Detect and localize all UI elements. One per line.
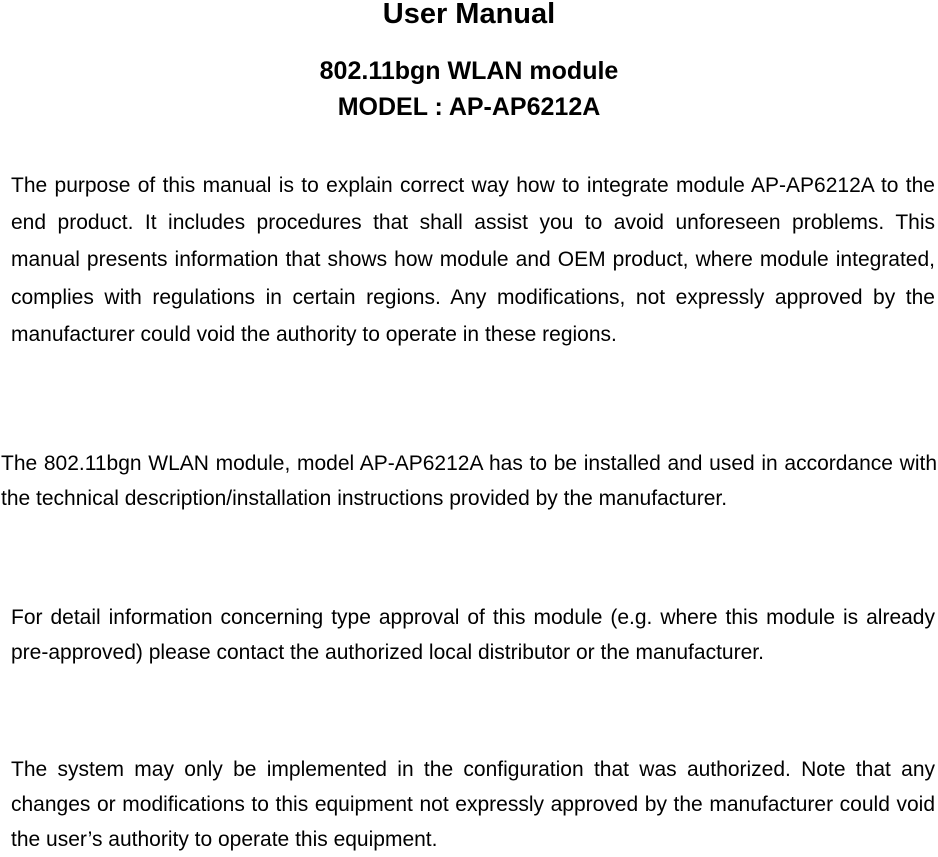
product-subtitle: 802.11bgn WLAN module [319,57,619,85]
type-approval-paragraph: For detail information concerning type approval of this module (e.g. where this module is already pre-approved) please contact the authorized local distributor or the manufacturer. [11,606,935,664]
model-heading: MODEL : AP-AP6212A [337,93,601,121]
purpose-paragraph: The purpose of this manual is to explain correct way how to integrate module AP-AP6212A to the end product. It includes procedures that shall assist you to avoid unforeseen problems. This manual presents information that shows how module and OEM product, where module integrated, complies with regulations in certain regions. Any modifications, not expressly approved by the manufacturer could void the authority to operate in these regions. [11,174,935,346]
page-title: User Manual [382,0,556,30]
authorization-paragraph: The system may only be implemented in the configuration that was authorized. Note that any changes or modifications to this equipment not expressly approved by the manufacturer could void the user’s authority to operate this equipment. [11,758,935,851]
installation-paragraph: The 802.11bgn WLAN module, model AP-AP6212A has to be installed and used in accordance with the technical description/installation instructions provided by the manufacturer. [1,452,937,510]
